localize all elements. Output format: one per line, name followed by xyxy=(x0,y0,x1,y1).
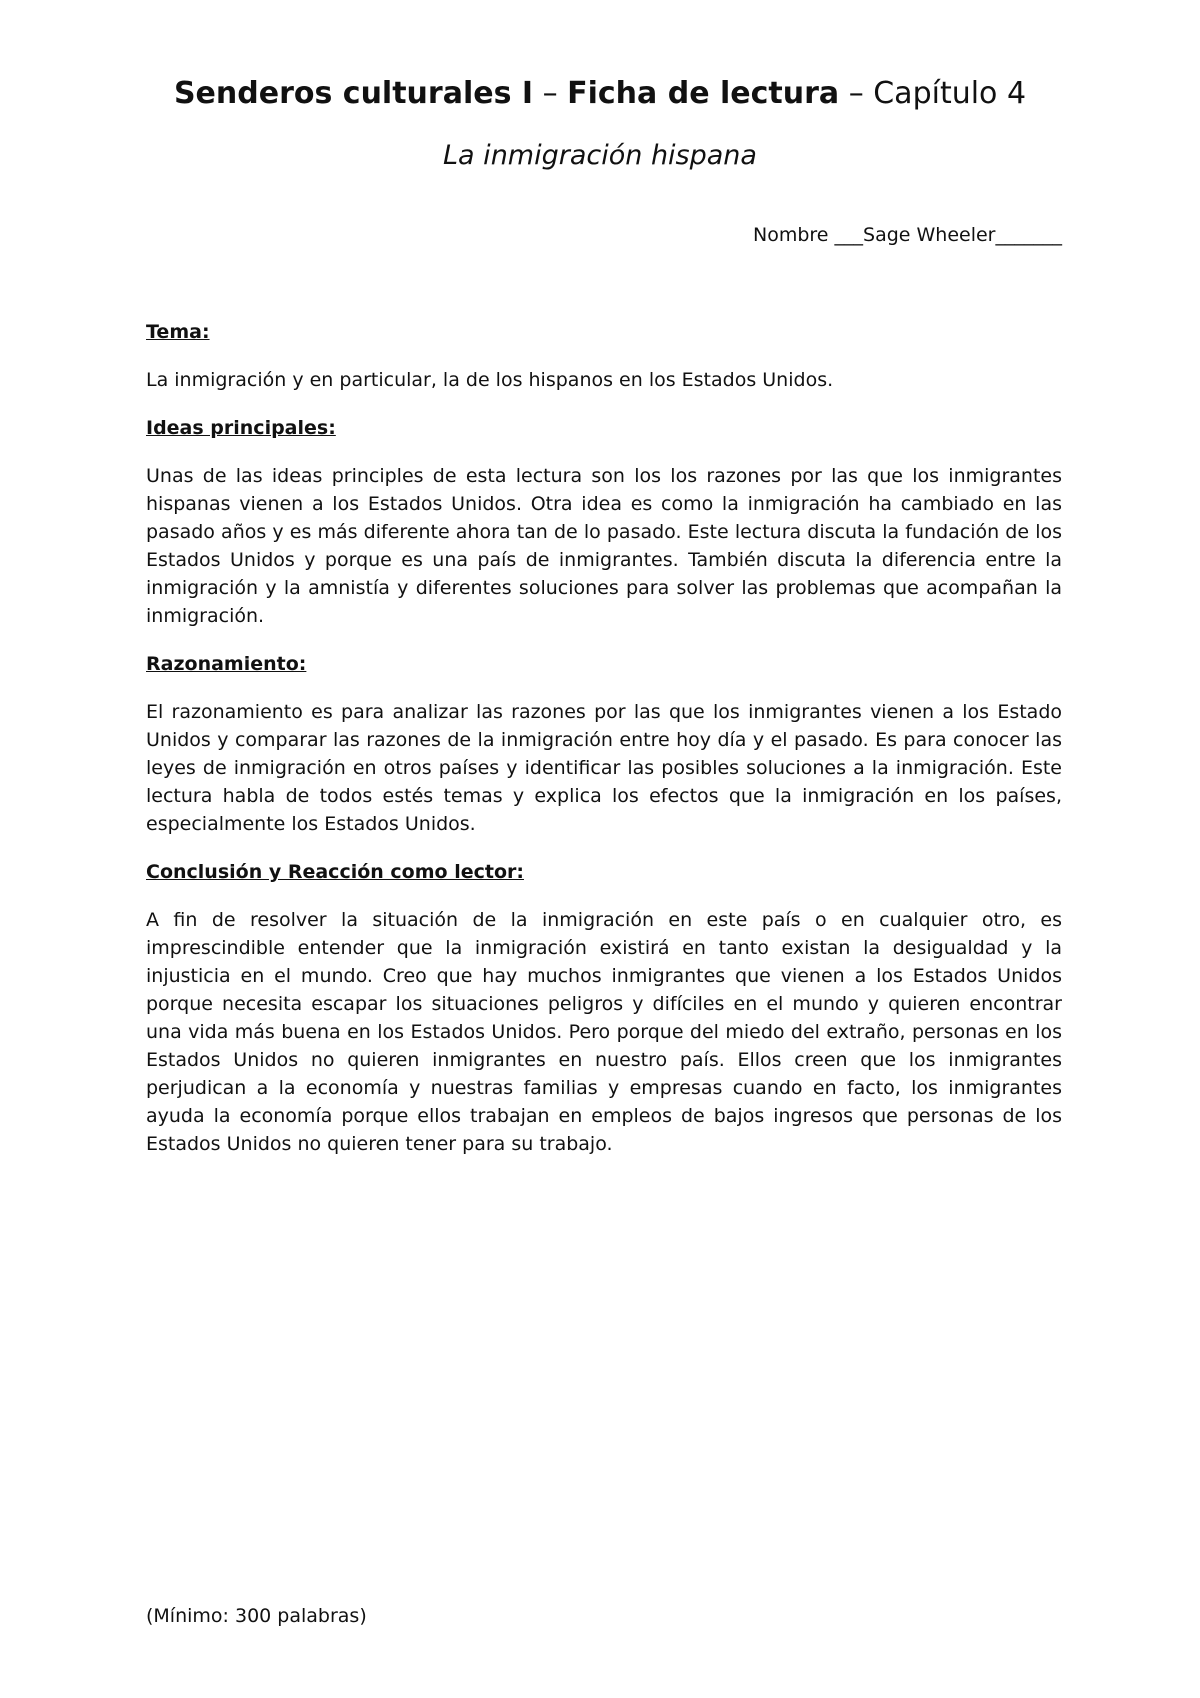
title-separator: – xyxy=(839,76,874,111)
section-body-ideas: Unas de las ideas principles de esta lectura son los los razones por las que los inmigrantes hispanas vienen a los Estados Unidos. Otra idea es como la inmigración ha cambiado en las pasado años y es más diferente ahora tan de lo pasado. Este lectura discuta la fundación de los Estados Unidos y porque es una país de inmigrantes. También discuta la diferencia entre la inmigración y la amnistía y diferentes soluciones para solver las problemas que acompañan la inmigración. xyxy=(146,465,1062,627)
section-heading-ideas: Ideas principales: xyxy=(146,417,336,439)
title-separator: – xyxy=(533,76,568,111)
title-worksheet: Ficha de lectura xyxy=(567,76,840,111)
section-heading-razonamiento: Razonamiento: xyxy=(146,653,307,675)
student-name-line: Nombre ___Sage Wheeler_______ xyxy=(752,224,1062,246)
section-heading-tema: Tema: xyxy=(146,321,210,343)
section-body-razonamiento: El razonamiento es para analizar las razones por las que los inmigrantes vienen a los Estado Unidos y comparar las razones de la inmigración entre hoy día y el pasado. Es para conocer las leyes de inmigración en otros países y identificar las posibles soluciones a la inmigración. Este lectura habla de todos estés temas y explica los efectos que la inmigración en los países, especialmente los Estados Unidos. xyxy=(146,701,1062,835)
title-chapter: Capítulo 4 xyxy=(873,76,1027,111)
section-heading-conclusion: Conclusión y Reacción como lector: xyxy=(146,861,524,883)
document-title xyxy=(0,74,1200,114)
section-body-conclusion: A fin de resolver la situación de la inmigración en este país o en cualquier otro, es imprescindible entender que la inmigración existirá en tanto existan la desigualdad y la injusticia en el mundo. Creo que hay muchos inmigrantes que vienen a los Estados Unidos porque necesita escapar los situaciones peligros y difíciles en el mundo y quieren encontrar una vida más buena en los Estados Unidos. Pero porque del miedo del extraño, personas en los Estados Unidos no quieren inmigrantes en nuestro país. Ellos creen que los inmigrantes perjudican a la economía y nuestras familias y empresas cuando en facto, los inmigrantes ayuda la economía porque ellos trabajan en empleos de bajos ingresos que personas de los Estados Unidos no quieren tener para su trabajo. xyxy=(146,909,1062,1155)
word-count-note: (Mínimo: 300 palabras) xyxy=(146,1605,367,1627)
title-course: Senderos culturales I xyxy=(173,76,534,111)
section-body-tema: La inmigración y en particular, la de los hispanos en los Estados Unidos. xyxy=(146,369,834,391)
document-body xyxy=(146,318,1062,1178)
document-subtitle: La inmigración hispana xyxy=(443,140,757,171)
